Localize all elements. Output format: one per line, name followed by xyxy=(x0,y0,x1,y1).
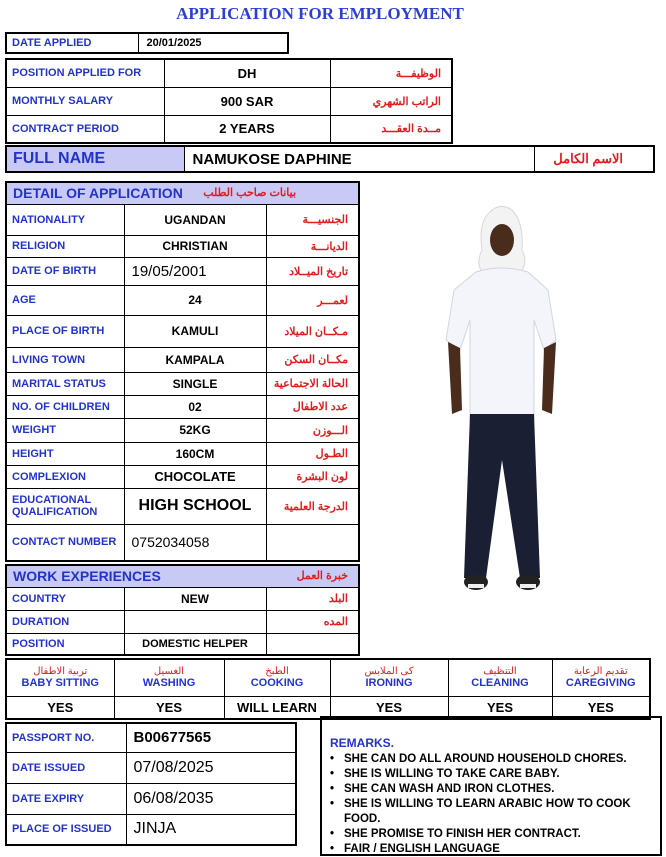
skill-washing-en: WASHING xyxy=(142,677,196,690)
weight-ar: الـــوزن xyxy=(266,418,359,442)
height-ar: الطـول xyxy=(266,442,359,465)
skills-table xyxy=(5,658,651,720)
contact-ar xyxy=(266,524,359,561)
marital-status-value: SINGLE xyxy=(124,372,266,395)
skill-baby-sitting-value: YES xyxy=(6,696,114,719)
page-title: APPLICATION FOR EMPLOYMENT xyxy=(176,4,464,23)
full-name-value: NAMUKOSE DAPHINE xyxy=(184,146,534,172)
children-value: 02 xyxy=(124,395,266,418)
remark-item: • SHE CAN WASH AND IRON CLOTHES. xyxy=(330,782,654,797)
remarks-title: REMARKS. xyxy=(330,736,395,750)
living-town-value: KAMPALA xyxy=(124,347,266,372)
nationality-ar: الجنسيـــة xyxy=(266,204,359,235)
skill-cooking-ar: الطبخ xyxy=(265,666,289,678)
passport-no-value: B00677565 xyxy=(126,723,296,752)
skill-washing xyxy=(114,659,224,696)
height-value: 160CM xyxy=(124,442,266,465)
work-header xyxy=(6,565,359,587)
children-ar: عدد الاطفال xyxy=(266,395,359,418)
complexion-label: COMPLEXION xyxy=(6,465,124,488)
dob-label: DATE OF BIRTH xyxy=(6,257,124,285)
remark-item: • SHE IS WILLING TO TAKE CARE BABY. xyxy=(330,767,654,782)
skill-ironing-ar: كى الملابس xyxy=(364,666,414,678)
country-label: COUNTRY xyxy=(6,587,124,610)
place-issued-value: JINJA xyxy=(126,814,296,845)
religion-ar: الديانـــة xyxy=(266,235,359,257)
work-position-ar xyxy=(266,633,359,655)
work-position-value: DOMESTIC HELPER xyxy=(124,633,266,655)
children-label: NO. OF CHILDREN xyxy=(6,395,124,418)
marital-status-label: MARITAL STATUS xyxy=(6,372,124,395)
weight-label: WEIGHT xyxy=(6,418,124,442)
skill-caregiving-value: YES xyxy=(552,696,650,719)
age-ar: لعمـــر xyxy=(266,285,359,315)
religion-value: CHRISTIAN xyxy=(124,235,266,257)
dob-value: 19/05/2001 xyxy=(124,257,266,285)
position-table xyxy=(5,58,453,144)
salary-label: MONTHLY SALARY xyxy=(6,87,164,115)
living-town-ar: مكــان السكن xyxy=(266,347,359,372)
skill-caregiving-en: CAREGIVING xyxy=(565,677,636,690)
full-name-label: FULL NAME xyxy=(6,146,184,172)
work-header-label: WORK EXPERIENCES xyxy=(13,568,161,585)
contract-label: CONTRACT PERIOD xyxy=(6,115,164,143)
skill-cleaning-ar: التنظيف xyxy=(483,666,517,678)
education-label: EDUCATIONAL QUALIFICATION xyxy=(6,488,124,524)
full-name-ar: الاسم الكامل xyxy=(534,146,654,172)
marital-status-ar: الحالة الاجتماعية xyxy=(266,372,359,395)
remarks-box xyxy=(320,716,662,856)
remark-item: • SHE CAN DO ALL AROUND HOUSEHOLD CHORES. xyxy=(330,752,654,767)
nationality-value: UGANDAN xyxy=(124,204,266,235)
remark-item: • FAIR / ENGLISH LANGUAGE xyxy=(330,842,654,857)
skill-baby-sitting-en: BABY SITTING xyxy=(21,677,99,690)
date-issued-value: 07/08/2025 xyxy=(126,752,296,783)
living-town-label: LIVING TOWN xyxy=(6,347,124,372)
skill-caregiving xyxy=(552,659,650,696)
age-value: 24 xyxy=(124,285,266,315)
date-applied-label: DATE APPLIED xyxy=(6,33,138,53)
skill-cleaning-value: YES xyxy=(448,696,552,719)
passport-table xyxy=(5,722,297,846)
place-of-birth-label: PLACE OF BIRTH xyxy=(6,315,124,347)
duration-ar: المده xyxy=(266,610,359,633)
contract-value: 2 YEARS xyxy=(164,115,330,143)
skill-baby-sitting-ar: تربية الاطفال xyxy=(33,666,88,678)
work-header-ar: خبرة العمل xyxy=(296,570,348,583)
complexion-value: CHOCOLATE xyxy=(124,465,266,488)
skill-caregiving-ar: تقديم الرعاية xyxy=(573,666,628,678)
education-ar: الدرجة العلمية xyxy=(266,488,359,524)
skill-cleaning xyxy=(448,659,552,696)
passport-no-label: PASSPORT NO. xyxy=(6,723,126,752)
full-name-table xyxy=(5,145,655,173)
skill-washing-ar: الغسيل xyxy=(153,666,185,678)
skill-cleaning-en: CLEANING xyxy=(471,677,529,690)
duration-label: DURATION xyxy=(6,610,124,633)
applicant-photo xyxy=(440,200,560,610)
skill-ironing-en: IRONING xyxy=(365,677,413,690)
weight-value: 52KG xyxy=(124,418,266,442)
skill-ironing xyxy=(330,659,448,696)
height-label: HEIGHT xyxy=(6,442,124,465)
place-of-birth-value: KAMULI xyxy=(124,315,266,347)
nationality-label: NATIONALITY xyxy=(6,204,124,235)
skill-washing-value: YES xyxy=(114,696,224,719)
skill-cooking xyxy=(224,659,330,696)
remark-item: • SHE IS WILLING TO LEARN ARABIC HOW TO COOK FOOD. xyxy=(330,797,654,827)
country-value: NEW xyxy=(124,587,266,610)
religion-label: RELIGION xyxy=(6,235,124,257)
country-ar: البلد xyxy=(266,587,359,610)
skill-ironing-value: YES xyxy=(330,696,448,719)
place-of-birth-ar: مـكــان الميلاد xyxy=(266,315,359,347)
remark-item: • SHE PROMISE TO FINISH HER CONTRACT. xyxy=(330,827,654,842)
date-expiry-label: DATE EXPIRY xyxy=(6,783,126,814)
duration-value xyxy=(124,610,266,633)
skill-cooking-en: COOKING xyxy=(250,677,304,690)
contact-label: CONTACT NUMBER xyxy=(6,524,124,561)
detail-header xyxy=(6,182,359,204)
salary-value: 900 SAR xyxy=(164,87,330,115)
detail-header-ar: بيانات صاحب الطلب xyxy=(203,187,296,200)
position-ar: الوظيفـــة xyxy=(330,59,452,87)
complexion-ar: لون البشرة xyxy=(266,465,359,488)
position-label: POSITION APPLIED FOR xyxy=(6,59,164,87)
detail-header-label: DETAIL OF APPLICATION xyxy=(13,185,183,202)
work-position-label: POSITION xyxy=(6,633,124,655)
skill-cooking-value: WILL LEARN xyxy=(224,696,330,719)
work-table xyxy=(5,564,360,656)
education-value: HIGH SCHOOL xyxy=(124,488,266,524)
contract-ar: مــدة العقـــد xyxy=(330,115,452,143)
date-applied-value: 20/01/2025 xyxy=(138,33,288,53)
date-issued-label: DATE ISSUED xyxy=(6,752,126,783)
contact-value: 0752034058 xyxy=(124,524,266,561)
salary-ar: الراتب الشهري xyxy=(330,87,452,115)
date-expiry-value: 06/08/2035 xyxy=(126,783,296,814)
place-issued-label: PLACE OF ISSUED xyxy=(6,814,126,845)
age-label: AGE xyxy=(6,285,124,315)
skill-baby-sitting xyxy=(6,659,114,696)
date-applied-table xyxy=(5,32,289,54)
detail-table xyxy=(5,181,360,562)
dob-ar: تاريخ الميــلاد xyxy=(266,257,359,285)
remarks-list xyxy=(330,752,654,857)
position-value: DH xyxy=(164,59,330,87)
